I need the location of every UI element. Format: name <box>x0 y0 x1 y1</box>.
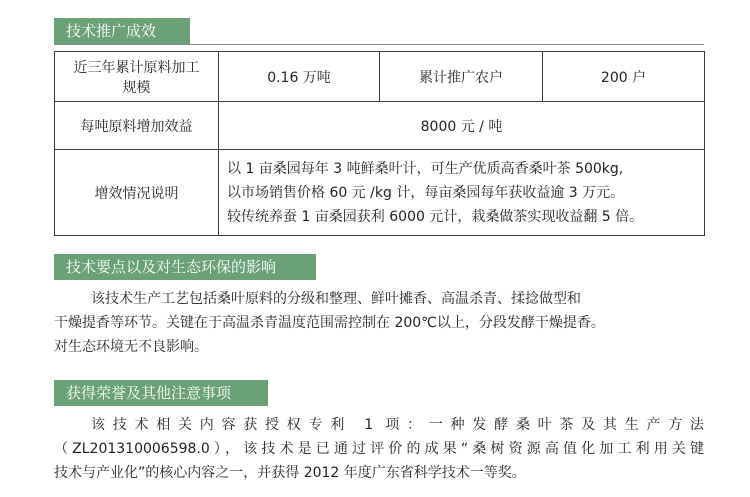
table-row <box>55 150 705 236</box>
section-title-benefit: 技术推广成效 <box>54 18 190 44</box>
table-row <box>55 102 705 150</box>
farmers-value: 200 户 <box>543 52 705 102</box>
processing-scale-label-line2: 规模 <box>122 79 151 96</box>
paragraph-line: 技术与产业化”的核心内容之一，并获得 2012 年度广东省科学技术一等奖。 <box>54 465 526 481</box>
benefit-table <box>54 51 705 236</box>
table-row <box>55 52 705 102</box>
eco-paragraph <box>54 287 704 359</box>
paragraph-line: （ZL201310006598.0），该技术是已通过评价的成果“桑树资源高值化加工利用关键 <box>54 441 704 457</box>
description-line: 较传统养蚕 1 亩桑园获利 6000 元计，栽桑做茶实现收益翻 5 倍。 <box>227 208 644 225</box>
benefit-description-label: 增效情况说明 <box>55 150 219 236</box>
farmers-label: 累计推广农户 <box>380 52 543 102</box>
section-title-honor: 获得荣誉及其他注意事项 <box>54 380 268 406</box>
benefit-per-ton-value: 8000 元 / 吨 <box>219 102 705 150</box>
paragraph-line: 该技术生产工艺包括桑叶原料的分级和整理、鲜叶摊香、高温杀青、揉捻做型和 <box>91 291 581 307</box>
processing-scale-label-line1: 近三年累计原料加工 <box>73 59 200 76</box>
honor-paragraph <box>54 413 704 485</box>
section-title-eco: 技术要点以及对生态环保的影响 <box>54 254 316 280</box>
description-line: 以 1 亩桑园每年 3 吨鲜桑叶计，可生产优质高香桑叶茶 500kg, <box>227 160 624 177</box>
section-divider <box>54 44 704 45</box>
paragraph-line: 该技术相关内容获授权专利 1 项：一种发酵桑叶茶及其生产方法 <box>91 417 704 433</box>
processing-scale-value: 0.16 万吨 <box>219 52 380 102</box>
paragraph-line: 对生态环境无不良影响。 <box>54 339 208 355</box>
description-line: 以市场销售价格 60 元 /kg 计，每亩桑园每年获收益逾 3 万元。 <box>227 184 625 201</box>
benefit-description <box>219 150 705 236</box>
paragraph-line: 干燥提香等环节。关键在于高温杀青温度范围需控制在 200℃以上，分段发酵干燥提香。 <box>54 315 605 331</box>
benefit-per-ton-label: 每吨原料增加效益 <box>55 102 219 150</box>
table-cell-label <box>55 52 219 102</box>
